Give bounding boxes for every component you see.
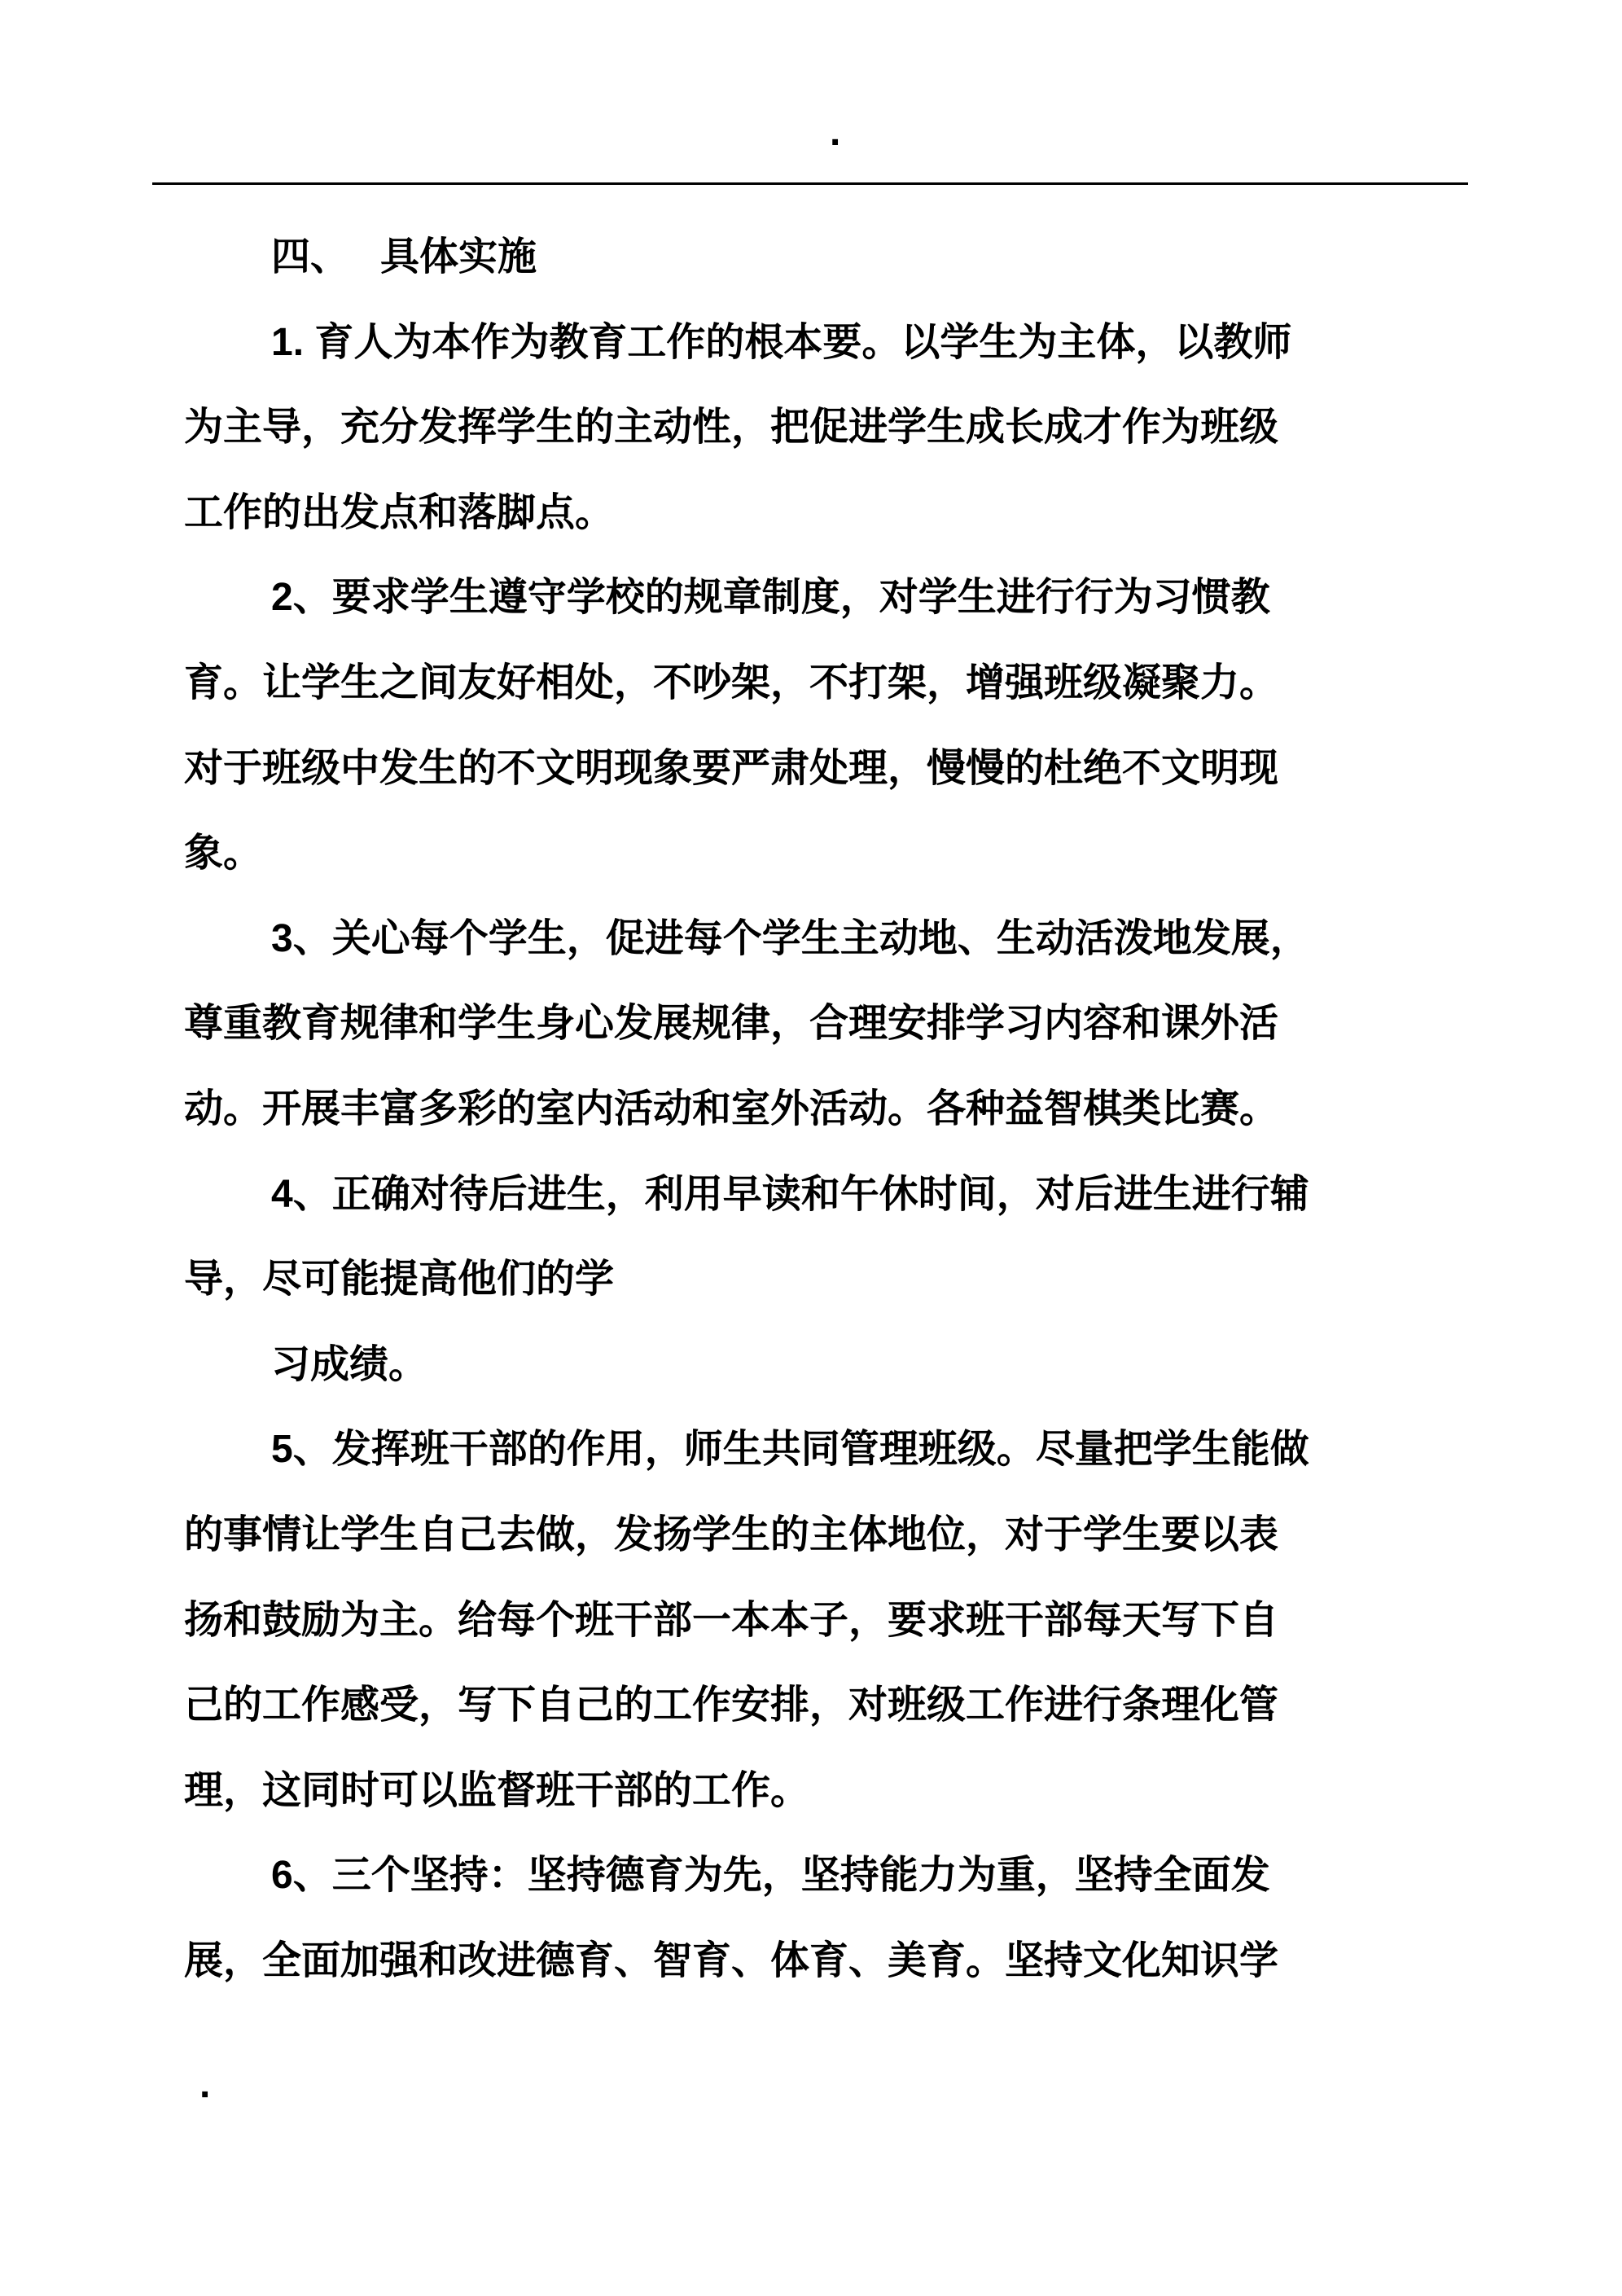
- text-line: 尊重教育规律和学生身心发展规律，合理安排学习内容和课外活: [184, 1002, 1279, 1046]
- text-line: 动。开展丰富多彩的室内活动和室外活动。各种益智棋类比赛。: [184, 1087, 1279, 1130]
- text-line: 展，全面加强和改进德育、智育、体育、美育。坚持文化知识学: [184, 1938, 1279, 1982]
- stray-period-bottom: .: [199, 2063, 211, 2106]
- text-line: 6、三个坚持：坚持德育为先，坚持能力为重，坚持全面发: [271, 1854, 1270, 1898]
- text-line: 对于班级中发生的不文明现象要严肃处理，慢慢的杜绝不文明现: [184, 746, 1279, 790]
- text-line: 象。: [184, 832, 263, 876]
- text-line: 的事情让学生自己去做，发扬学生的主体地位，对于学生要以表: [184, 1512, 1279, 1556]
- text-line: 育。让学生之间友好相处，不吵架，不打架，增强班级凝聚力。: [184, 661, 1279, 705]
- section-heading: [184, 215, 1308, 301]
- text-line: 1. 育人为本作为教育工作的根本要。以学生为主体，以教师: [271, 320, 1292, 364]
- text-line: 工作的出发点和落脚点。: [184, 490, 615, 534]
- text-line: 为主导，充分发挥学生的主动性，把促进学生成长成才作为班级: [184, 406, 1279, 450]
- text-line: 己的工作感受，写下自己的工作安排，对班级工作进行条理化管: [184, 1684, 1279, 1727]
- section-heading-number: 四、: [271, 235, 350, 279]
- text-line: 导，尽可能提高他们的学: [184, 1258, 615, 1302]
- header-rule: [152, 182, 1468, 185]
- text-line: 扬和鼓励为主。给每个班干部一本本子，要求班干部每天写下自: [184, 1598, 1279, 1642]
- heading-gap: [349, 269, 380, 270]
- text-line: 理，这同时可以监督班干部的工作。: [184, 1768, 810, 1812]
- document-body: [184, 215, 1308, 2004]
- section-heading-title: 具体实施: [380, 235, 537, 279]
- text-line: 4、正确对待后进生，利用早读和午休时间，对后进生进行辅: [271, 1172, 1309, 1216]
- text-line: 5、发挥班干部的作用，师生共同管理班级。尽量把学生能做: [271, 1428, 1309, 1472]
- text-line: 2、要求学生遵守学校的规章制度，对学生进行行为习惯教: [271, 576, 1270, 620]
- text-line: 3、关心每个学生，促进每个学生主动地、生动活泼地发展，: [271, 916, 1309, 960]
- text-line: 习成绩。: [271, 1342, 428, 1386]
- stray-period-top: .: [830, 111, 841, 154]
